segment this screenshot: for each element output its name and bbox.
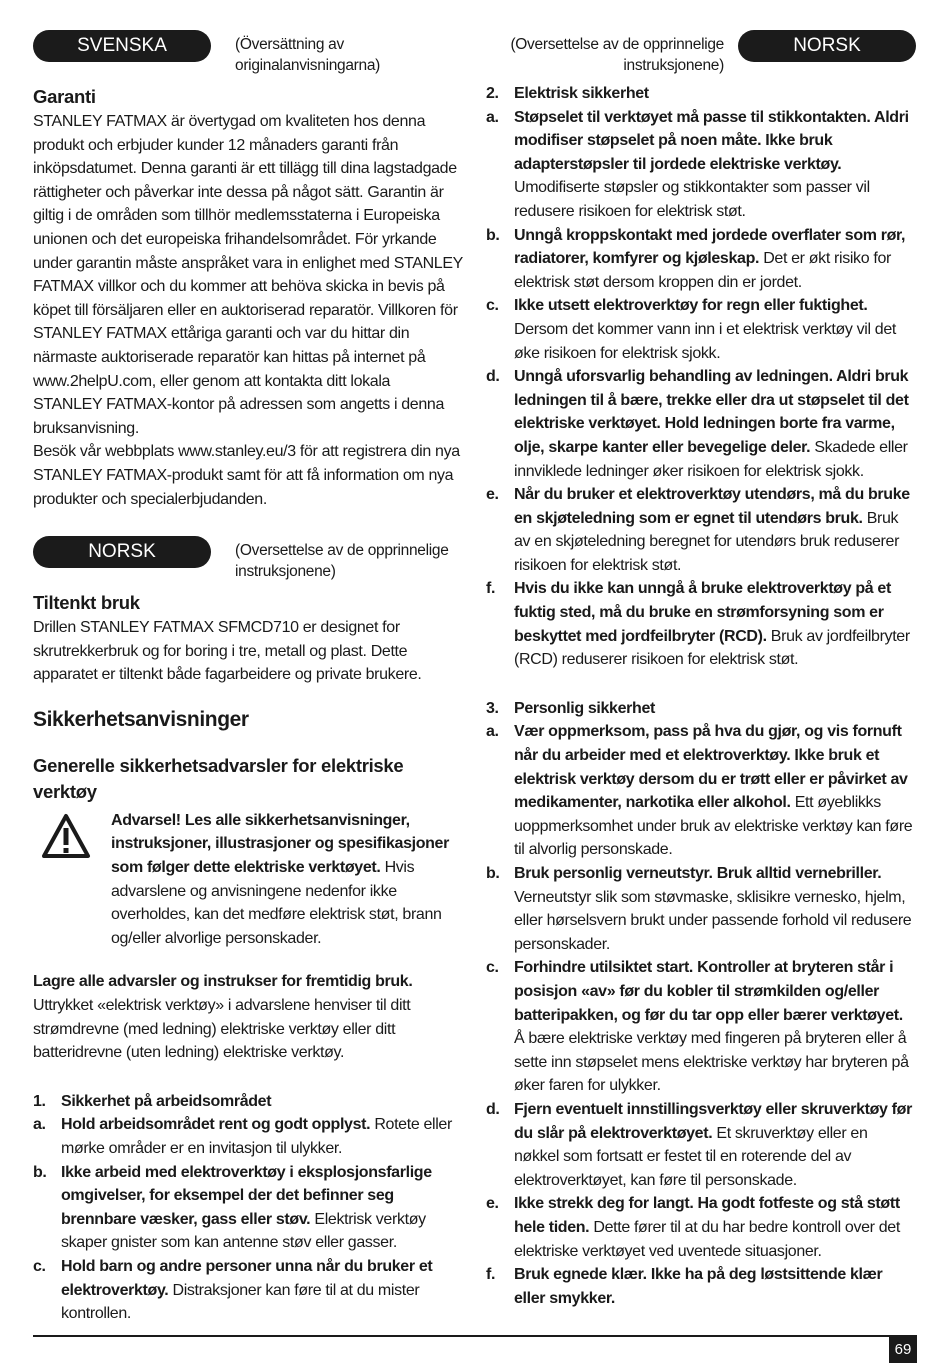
language-badge-svenska: SVENSKA: [33, 30, 211, 62]
list-item: d. Unngå uforsvarlig behandling av ledningen. Aldri bruk ledningen til å bære, trekke eller dra ut støpselet til det elektriske verktøyet. Hold ledningen borte fra varme, olje, skarpe kanter eller bevegelige deler. Skadede eller innviklede ledninger øker risikoen for elektrisk sjokk.: [486, 368, 909, 480]
list-item: e. Når du bruker et elektroverktøy utendørs, må du bruke en skjøteledning som er egnet til utendørs bruk. Bruk av en skjøteledning beregnet for utendørs bruk reduserer risikoen for elektrisk støt.: [486, 486, 910, 574]
tiltenkt-text: Drillen STANLEY FATMAX SFMCD710 er designet for skrutrekkerbruk og for boring i tre, metall og plast. Dette apparatet er tiltenkt både fagarbeidere og private brukere.: [33, 619, 422, 684]
warning-block: [33, 809, 463, 951]
list-item: c. Hold barn og andre personer unna når du bruker et elektroverktøy. Distraksjoner kan føre til at du mister kontrollen.: [33, 1257, 433, 1323]
translation-note: (Översättning av originalanvisningarna): [235, 36, 381, 74]
section-2-heading: 2. Elektrisk sikkerhet: [486, 85, 649, 102]
footer-rule: [33, 1335, 917, 1337]
translation-note: (Oversettelse av de opprinnelige instruksjonene): [235, 542, 449, 581]
section-3-heading: 3. Personlig sikkerhet: [486, 699, 655, 717]
list-item: f. Bruk egnede klær. Ikke ha på deg løstsittende klær eller smykker.: [486, 1266, 883, 1307]
tiltenkt-heading: Tiltenkt bruk: [33, 592, 140, 614]
list-item: a. Støpselet til verktøyet må passe til stikkontakten. Aldri modifiser støpselet på noen måte. Ikke bruk adapterstøpsler til jordede elektriske verktøy. Umodifiserte støpsler og stikkontakter som passer vil redusere risikoen for elektrisk støt.: [486, 108, 909, 220]
list-item: a. Vær oppmerksom, pass på hva du gjør, og vis fornuft når du arbeider med et elektroverktøy. Ikke bruk et elektrisk verktøy dersom du er trøtt eller er påvirket av medikamenter, narkotika eller alkohol. Ett øyeblikks uoppmerksomhet under bruk av elektriske verktøy kan føre til alvorlig personskade.: [486, 723, 913, 859]
section-1-heading: 1. Sikkerhet på arbeidsområdet: [33, 1092, 272, 1110]
section-2-list: [486, 106, 916, 672]
language-badge-norsk: NORSK: [738, 30, 916, 62]
list-item: d. Fjern eventuelt innstillingsverktøy eller skruverktøy før du slår på elektroverktøyet. Et skruverktøy eller en nøkkel som fortsatt er festet til en roterende del av elektroverktøyet, kan føre til personskade.: [486, 1100, 912, 1189]
translation-note: (Oversettelse av de opprinnelige instruksjonene): [510, 36, 724, 74]
svenska-header: [33, 30, 463, 80]
garanti-text-2: Besök vår webbplats www.stanley.eu/3 för att registrera din nya STANLEY FATMAX-produkt samt för att få information om nya produkter och specialerbjudanden.: [33, 443, 460, 508]
norsk-header: [33, 536, 463, 586]
list-item: f. Hvis du ikke kan unngå å bruke elektroverktøy på et fuktig sted, må du bruke en strømforsyning som er beskyttet med jordfeilbryter (RCD). Bruk av jordfeilbryter (RCD) reduserer risikoen for elektrisk støt.: [486, 580, 910, 669]
warning-text: Advarsel! Les alle sikkerhetsanvisninger, instruksjoner, illustrasjoner og spesifikasjoner som følger dette elektriske verktøyet. Hvis advarslene og anvisningene nedenfor ikke overholdes, kan det medføre elektrisk støt, brann og/eller alvorlige personskader.: [111, 811, 449, 947]
page-number: 69: [889, 1337, 917, 1363]
warning-triangle-icon: [41, 813, 91, 859]
garanti-text: STANLEY FATMAX är övertygad om kvaliteten hos denna produkt och erbjuder kunder 12 månaders garanti från inköpsdatumet. Denna garanti är ett tillägg till dina lagstadgade rättigheter och påverkar inte dessa på något sätt. Garantin är giltig i de områden som tillhör medlemsstaterna i Europeiska unionen och det europeiska frihandelsområdet. För yrkande under garantin måste anspråket vara in enlighet med STANLEY FATMAX villkor och du kommer att behöva skicka in bevis på köpet till försäljaren eller en auktoriserad reparatör. Villkoren för STANLEY FATMAX ettåriga garanti och var du hittar din närmaste auktoriserade reparatör kan hittas på internet på www.2helpU.com, eller genom att kontakta ditt lokala STANLEY FATMAX-kontor på adressen som angetts i denna bruksanvisning.: [33, 113, 463, 437]
section-3-list: [486, 720, 916, 1310]
list-item: b. Ikke arbeid med elektroverktøy i eksplosjonsfarlige omgivelser, for eksempel der det befinner seg brennbare væsker, gass eller støv. Elektrisk verktøy skaper gnister som kan antenne støv eller gasser.: [33, 1163, 432, 1252]
list-item: b. Unngå kroppskontakt med jordede overflater som rør, radiatorer, komfyrer og kjøleskap. Det er økt risiko for elektrisk støt dersom kroppen din er jordet.: [486, 226, 906, 291]
left-column: [33, 30, 463, 1326]
list-item: a. Hold arbeidsområdet rent og godt opplyst. Rotete eller mørke områder er en invitasjon til ulykker.: [33, 1116, 452, 1157]
garanti-heading: Garanti: [33, 86, 96, 107]
list-item: e. Ikke strekk deg for langt. Ha godt fotfeste og stå støtt hele tiden. Dette fører til at du har bedre kontroll over det elektriske verktøyet ved uventede situasjoner.: [486, 1195, 900, 1260]
language-badge-norsk: NORSK: [33, 536, 211, 568]
list-item: c. Forhindre utilsiktet start. Kontroller at bryteren står i posisjon «av» før du kobler til strømkilden og/eller batteripakken, og før du tar opp eller bærer verktøyet. Å bære elektriske verktøy med fingeren på bryteren eller å sette inn støpselet mens elektriske verktøy har bryteren på øker faren for ulykker.: [486, 959, 909, 1095]
list-item: c. Ikke utsett elektroverktøy for regn eller fuktighet. Dersom det kommer vann inn i et elektrisk verktøy vil det øke risikoen for elektrisk sjokk.: [486, 297, 896, 362]
section-1-list: [33, 1113, 463, 1325]
right-column: [486, 30, 916, 1310]
list-item: b. Bruk personlig verneutstyr. Bruk alltid vernebriller. Verneutstyr slik som støvmaske, sklisikre vernesko, hjelm, eller hørselsvern brukt under passende forhold vil redusere personskader.: [486, 865, 912, 953]
sikkerhet-heading: Sikkerhetsanvisninger: [33, 707, 249, 731]
generelle-heading: Generelle sikkerhetsadvarsler for elektriske verktøy: [33, 754, 404, 802]
norsk-header-right: [486, 30, 916, 80]
lagre-text: Lagre alle advarsler og instrukser for fremtidig bruk. Uttrykket «elektrisk verktøy» i advarslene henviser til ditt strømdrevne (med ledning) elektriske verktøy eller ditt batteridrevne (uten ledning) elektriske verktøy.: [33, 973, 413, 1062]
